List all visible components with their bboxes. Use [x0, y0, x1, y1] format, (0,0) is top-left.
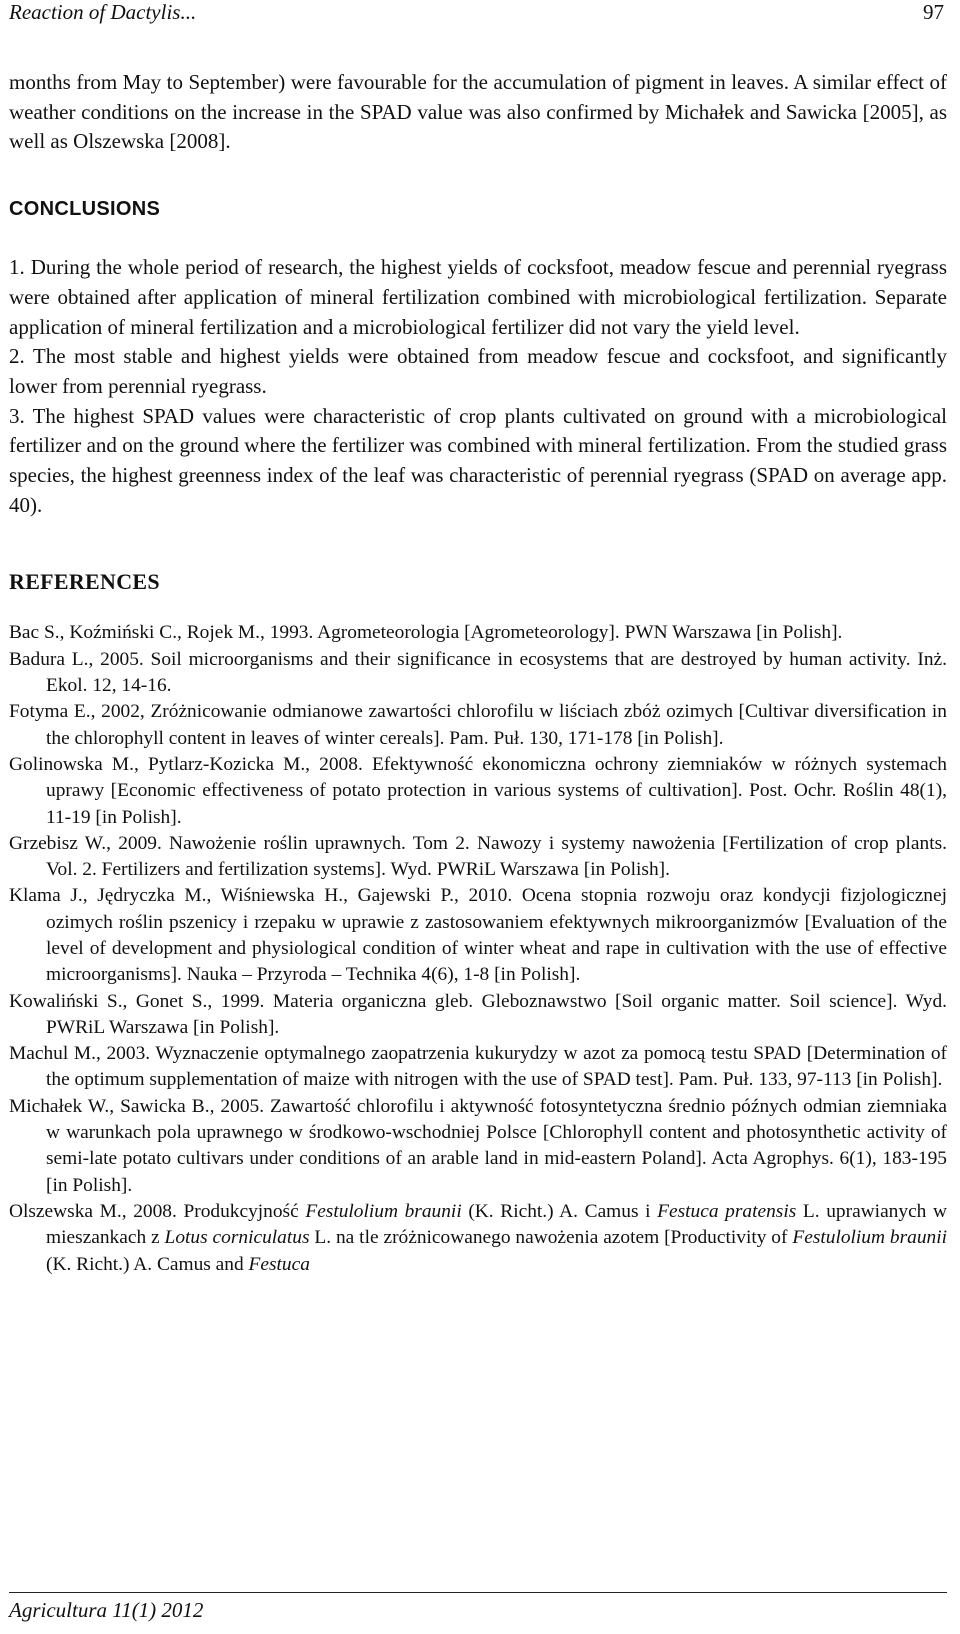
ref-text: L. na tle zróżnicowanego nawożenia azotem [Productivity of: [309, 1227, 793, 1249]
reference-item: Grzebisz W., 2009. Nawożenie roślin uprawnych. Tom 2. Nawozy i systemy nawożenia [Fertilization of crop plants. Vol. 2. Fertilizers and fertilization systems]. Wyd. PWRiL Warszawa [in Polish].: [9, 832, 947, 881]
reference-item: Fotyma E., 2002, Zróżnicowanie odmianowe zawartości chlorofilu w liściach zbóż ozimych [Cultivar diversification in the chlorophyll content in leaves of winter cereals]. Pam. Puł. 130, 171-178 [in Polish].: [9, 701, 947, 749]
reference-item: Badura L., 2005. Soil microorganisms and their significance in ecosystems that are destroyed by human activity. Inż. Ekol. 12, 14-16.: [9, 648, 947, 697]
references-heading: REFERENCES: [9, 569, 160, 595]
ref-text: (K. Richt.) A. Camus and: [46, 1253, 249, 1275]
reference-item: Klama J., Jędryczka M., Wiśniewska H., Gajewski P., 2010. Ocena stopnia rozwoju oraz kondycji fizjologicznej ozimych roślin pszenicy i rzepaku w uprawie z zastosowaniem efektywnych mikroorganizmów [Evaluation of the level of development and physiological condition of winter wheat and rape in cultivation with the use of effective microorganisms]. Nauka – Przyroda – Technika 4(6), 1-8 [in Polish].: [9, 885, 947, 986]
reference-item: Bac S., Koźmiński C., Rojek M., 1993. Agrometeorologia [Agrometeorology]. PWN Warszawa [in Polish].: [9, 622, 843, 644]
species-name: Festulolium braunii: [305, 1200, 462, 1222]
page-body: [9, 68, 947, 1278]
reference-item-olszewska: [9, 1199, 947, 1278]
conclusion-item: 2. The most stable and highest yields were obtained from meadow fescue and cocksfoot, and significantly lower from perennial ryegrass.: [9, 344, 947, 398]
conclusions-heading: CONCLUSIONS: [9, 198, 161, 221]
reference-item: Machul M., 2003. Wyznaczenie optymalnego zaopatrzenia kukurydzy w azot za pomocą testu SPAD [Determination of the optimum supplementation of maize with nitrogen with the use of SPAD test]. Pam. Puł. 133, 97-113 [in Polish].: [9, 1043, 947, 1091]
conclusion-item: 1. During the whole period of research, the highest yields of cocksfoot, meadow fescue and perennial ryegrass were obtained after application of mineral fertilization combined with microbiological fertilization. Separate application of mineral fertilization and a microbiological fertilizer did not vary the yield level.: [9, 255, 947, 339]
reference-item: Michałek W., Sawicka B., 2005. Zawartość chlorofilu i aktywność fotosyntetyczna średnio późnych odmian ziemniaka w warunkach pola uprawnego w środkowo-wschodniej Polsce [Chlorophyll content and photosynthetic activity of semi-late potato cultivars under conditions of an arable land in mid-eastern Poland]. Acta Agrophys. 6(1), 183-195 [in Polish].: [9, 1095, 947, 1196]
ref-text: (K. Richt.) A. Camus i: [461, 1200, 658, 1222]
running-head-title: Reaction of Dactylis...: [9, 0, 197, 24]
conclusion-item: 3. The highest SPAD values were characteristic of crop plants cultivated on ground with a microbiological fertilizer and on the ground where the fertilizer was combined with mineral fertilization. From the studied grass species, the highest greenness index of the leaf was characteristic of perennial ryegrass (SPAD on average app. 40).: [9, 403, 947, 517]
species-name: Festuca pratensis: [657, 1200, 797, 1222]
running-head: [9, 0, 944, 30]
ref-text: L. uprawianych w mieszankach z: [46, 1200, 948, 1249]
intro-paragraph: months from May to September) were favourable for the accumulation of pigment in leaves. A similar effect of weather conditions on the increase in the SPAD value was also confirmed by Michałek and Sawicka [2005], as well as Olszewska [2008].: [9, 70, 947, 154]
page-number: 97: [923, 0, 944, 24]
references-list: [9, 620, 947, 1277]
ref-text: Olszewska M., 2008. Produkcyjność: [9, 1200, 306, 1222]
footer-rule: [9, 1592, 947, 1593]
species-name: Festulolium braunii: [792, 1227, 948, 1249]
conclusions-list: [9, 253, 947, 520]
journal-footer: Agricultura 11(1) 2012: [9, 1598, 204, 1622]
species-name: Lotus corniculatus: [164, 1227, 310, 1249]
reference-item: Golinowska M., Pytlarz-Kozicka M., 2008. Efektywność ekonomiczna ochrony ziemniaków w różnych systemach uprawy [Economic effectiveness of potato protection in various systems of cultivation]. Post. Ochr. Roślin 48(1), 11-19 [in Polish].: [9, 753, 947, 828]
species-name: Festuca: [248, 1253, 310, 1275]
reference-item: Kowaliński S., Gonet S., 1999. Materia organiczna gleb. Gleboznawstwo [Soil organic matter. Soil science]. Wyd. PWRiL Warszawa [in Polish].: [9, 990, 947, 1038]
